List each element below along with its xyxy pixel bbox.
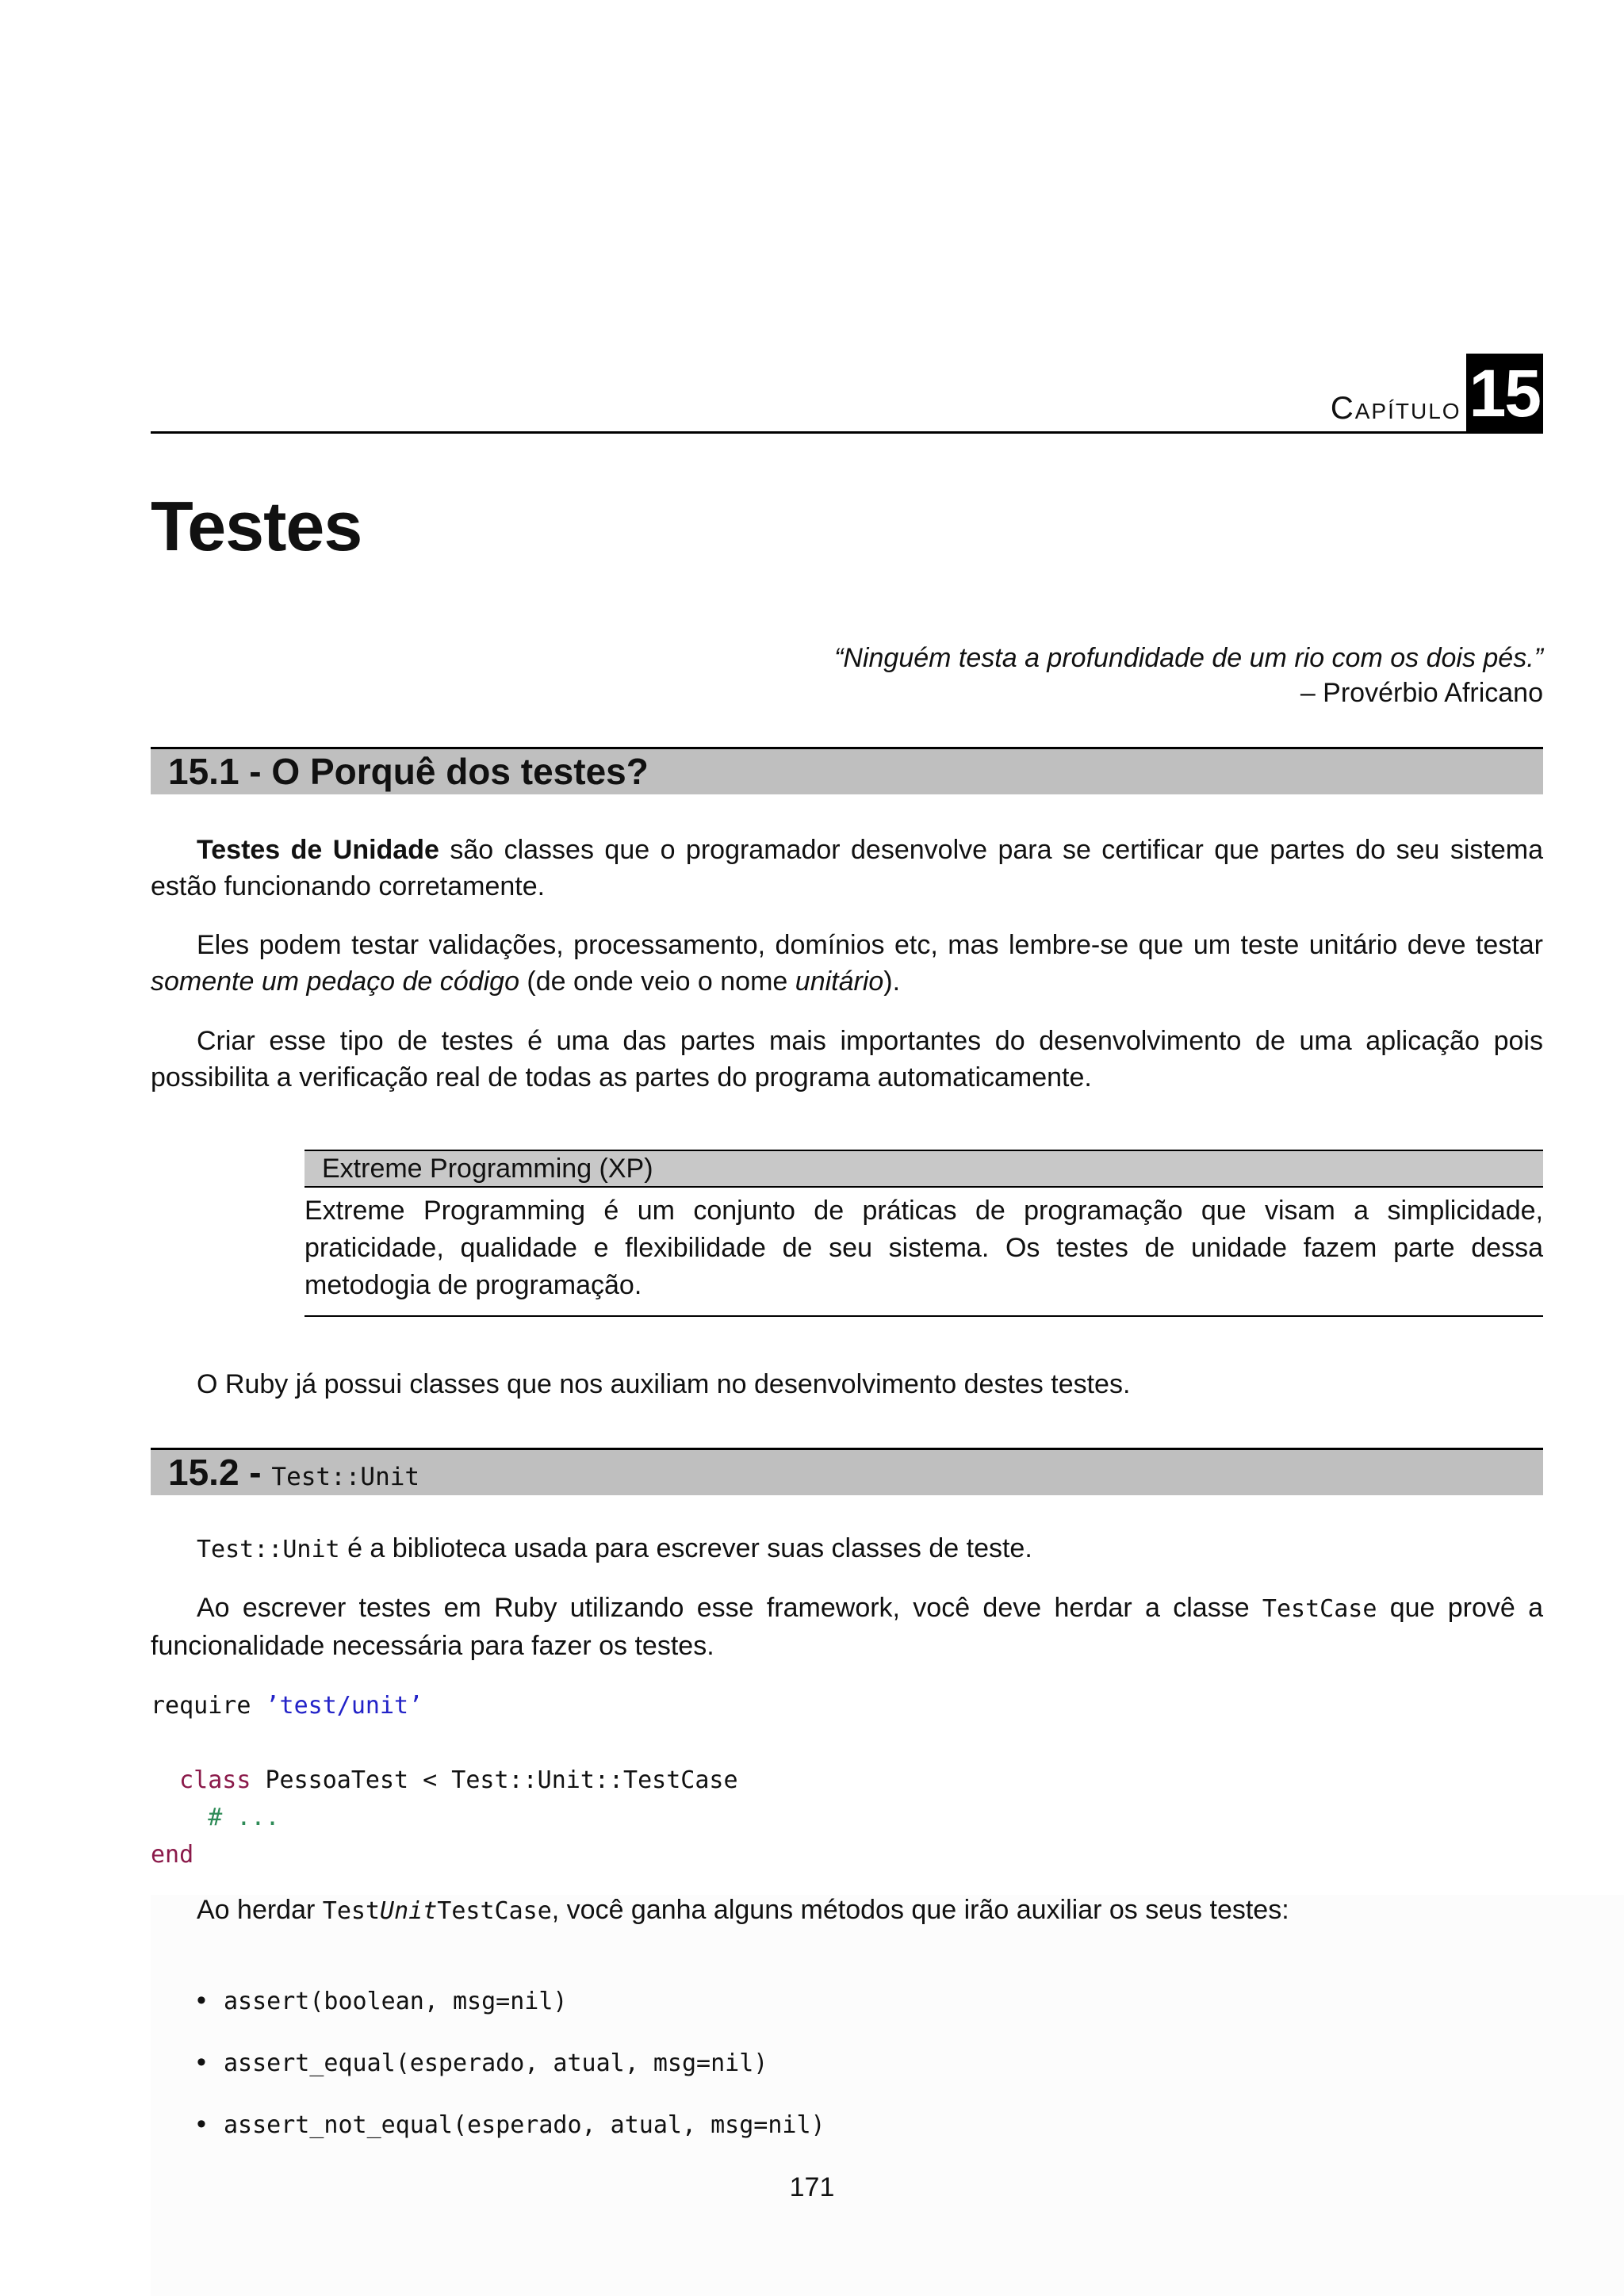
section-heading-2 xyxy=(151,1448,1543,1495)
bullet-icon: • xyxy=(197,2109,206,2139)
paragraph-ruby: O Ruby já possui classes que nos auxiliam no desenvolvimento destes testes. xyxy=(197,1369,1131,1399)
code-comment: # ... xyxy=(208,1804,280,1831)
paragraph-test-unit xyxy=(151,1530,1543,1568)
paragraph-text: que provê a funcionalidade necessária para fazer os testes. xyxy=(151,1593,1543,1661)
chapter-word: Capítulo xyxy=(1330,391,1461,426)
paragraph-what-to-test xyxy=(151,927,1543,1000)
chapter-rule xyxy=(151,431,1543,434)
bold-term: Testes de Unidade xyxy=(197,835,439,865)
code-keyword: end xyxy=(151,1841,194,1869)
paragraph-inherit xyxy=(151,1892,1543,1930)
xp-box-body: Extreme Programming é um conjunto de práticas de programação que visam a simplicidade, praticidade, qualidade e flexibilidade de seu sistema. Os testes de unidade fazem parte dessa metodogia de programação. xyxy=(304,1188,1543,1317)
list-item xyxy=(197,2032,825,2094)
code-line-1 xyxy=(151,1692,423,1720)
paragraph-testcase xyxy=(151,1590,1543,1664)
section-title-2 xyxy=(151,1450,1543,1500)
list-item xyxy=(197,1970,825,2032)
section-heading-1 xyxy=(151,747,1543,794)
paragraph-text: (de onde veio o nome xyxy=(519,966,795,997)
code-text: PessoaTest < Test::Unit::TestCase xyxy=(251,1766,738,1794)
section-title-1: 15.1 - O Porquê dos testes? xyxy=(168,751,649,792)
paragraph-text: Ao escrever testes em Ruby utilizando esse framework, você deve herdar a classe xyxy=(197,1593,1262,1623)
emphasis-text: unitário xyxy=(795,966,884,997)
code-keyword: require xyxy=(151,1692,251,1720)
inline-code: Unit xyxy=(380,1897,438,1925)
paragraph-text: Ao herdar xyxy=(197,1895,323,1925)
epigraph-attribution: – Provérbio Africano xyxy=(1300,678,1543,708)
chapter-label xyxy=(1331,354,1543,433)
section-code-title: Test::Unit xyxy=(271,1463,420,1491)
epigraph xyxy=(834,641,1543,710)
paragraph-text: ). xyxy=(883,966,901,997)
paragraph-text: são classes que o programador desenvolve para se certificar que partes do seu sistema estão funcionando corretamente. xyxy=(151,835,1543,901)
inline-code: Test::Unit xyxy=(197,1536,340,1563)
paragraph-text: Eles podem testar validações, processamento, domínios etc, mas lembre-se que um teste unitário deve testar xyxy=(197,930,1543,960)
paragraph-text: , você ganha alguns métodos que irão auxiliar os seus testes: xyxy=(551,1895,1289,1925)
method-signature: assert(boolean, msg=nil) xyxy=(224,1988,568,2015)
epigraph-quote: “Ninguém testa a profundidade de um rio com os dois pés.” xyxy=(834,643,1543,673)
method-list xyxy=(197,1970,825,2156)
inline-code: TestCase xyxy=(1262,1595,1377,1623)
code-block xyxy=(151,1687,738,1873)
paragraph-importance: Criar esse tipo de testes é uma das partes mais importantes do desenvolvimento de uma aplicação pois possibilita a verificação real de todas as partes do programa automaticamente. xyxy=(151,1026,1543,1093)
bullet-icon: • xyxy=(197,1985,206,2015)
page-number: 171 xyxy=(789,2172,835,2202)
chapter-title: Testes xyxy=(151,487,362,565)
method-signature: assert_equal(esperado, atual, msg=nil) xyxy=(224,2049,768,2077)
emphasis-text: somente um pedaço de código xyxy=(151,966,519,997)
list-item xyxy=(197,2094,825,2156)
xp-box xyxy=(304,1150,1543,1317)
bullet-icon: • xyxy=(197,2047,206,2077)
code-string: ’test/unit’ xyxy=(265,1692,423,1720)
inline-code: Test xyxy=(322,1897,381,1925)
method-signature: assert_not_equal(esperado, atual, msg=nil) xyxy=(224,2111,825,2139)
chapter-number: 15 xyxy=(1466,354,1543,433)
code-line-3 xyxy=(179,1766,737,1794)
paragraph-unit-tests xyxy=(151,832,1543,905)
code-keyword: class xyxy=(179,1766,251,1794)
inline-code: TestCase xyxy=(437,1897,552,1925)
section-number: 15.2 - xyxy=(168,1452,272,1493)
xp-box-title: Extreme Programming (XP) xyxy=(304,1150,1543,1188)
paragraph-text: é a biblioteca usada para escrever suas classes de teste. xyxy=(339,1533,1032,1563)
